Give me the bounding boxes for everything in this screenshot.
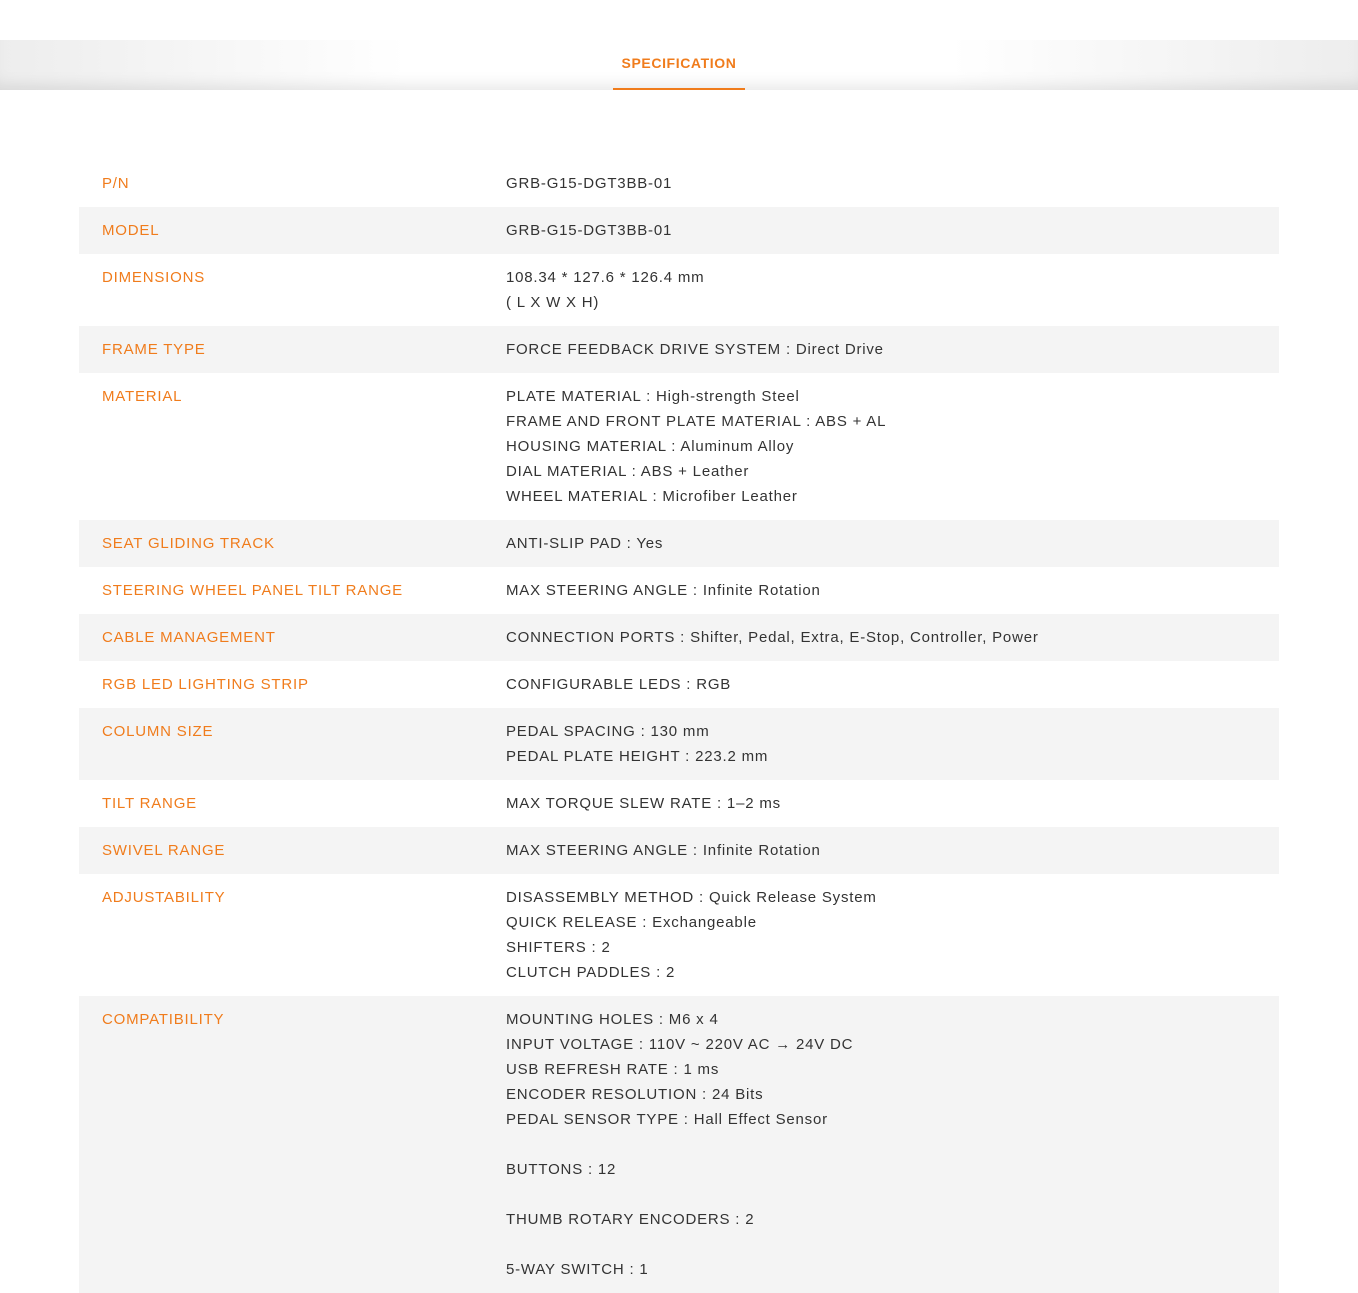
spec-value-line bbox=[506, 1132, 1279, 1157]
spec-row bbox=[79, 708, 1279, 780]
spec-value-line: ENCODER RESOLUTION : 24 Bits bbox=[506, 1086, 764, 1103]
spec-value-line: SHIFTERS : 2 bbox=[506, 939, 611, 956]
spec-label: RGB LED LIGHTING STRIP bbox=[102, 676, 309, 693]
spec-label: ADJUSTABILITY bbox=[102, 889, 226, 906]
spec-row bbox=[79, 996, 1279, 1293]
spec-value-line: FORCE FEEDBACK DRIVE SYSTEM : Direct Drive bbox=[506, 341, 884, 358]
spec-value-line: DISASSEMBLY METHOD : Quick Release System bbox=[506, 889, 877, 906]
spec-values bbox=[506, 719, 1279, 769]
spec-label: SEAT GLIDING TRACK bbox=[102, 535, 275, 552]
spec-label: DIMENSIONS bbox=[102, 269, 206, 286]
spec-label: TILT RANGE bbox=[102, 795, 197, 812]
spec-value-line: MOUNTING HOLES : M6 x 4 bbox=[506, 1011, 719, 1028]
spec-values bbox=[506, 672, 1279, 697]
spec-label: MODEL bbox=[102, 222, 160, 239]
spec-value-line: 5-WAY SWITCH : 1 bbox=[506, 1261, 649, 1278]
spec-value-line: QUICK RELEASE : Exchangeable bbox=[506, 914, 757, 931]
spec-value-line: MAX TORQUE SLEW RATE : 1–2 ms bbox=[506, 795, 781, 812]
spec-values bbox=[506, 218, 1279, 243]
spec-values bbox=[506, 791, 1279, 816]
spec-label: COMPATIBILITY bbox=[102, 1011, 225, 1028]
spec-row bbox=[79, 614, 1279, 661]
spec-label: FRAME TYPE bbox=[102, 341, 206, 358]
spec-values bbox=[506, 1007, 1279, 1282]
spec-label: MATERIAL bbox=[102, 388, 183, 405]
spec-value-line: ANTI-SLIP PAD : Yes bbox=[506, 535, 664, 552]
spec-values bbox=[506, 337, 1279, 362]
tab-specification[interactable]: SPECIFICATION bbox=[613, 40, 745, 90]
spec-row bbox=[79, 520, 1279, 567]
spec-label: P/N bbox=[102, 175, 130, 192]
spec-row bbox=[79, 827, 1279, 874]
spec-row bbox=[79, 567, 1279, 614]
spec-values bbox=[506, 384, 1279, 509]
spec-label: CABLE MANAGEMENT bbox=[102, 629, 276, 646]
spec-values bbox=[506, 885, 1279, 985]
spec-value-line: MAX STEERING ANGLE : Infinite Rotation bbox=[506, 842, 821, 859]
spec-values bbox=[506, 531, 1279, 556]
spec-value-line: CONNECTION PORTS : Shifter, Pedal, Extra, E-Stop, Controller, Power bbox=[506, 629, 1039, 646]
spec-label: COLUMN SIZE bbox=[102, 723, 214, 740]
spec-value-line bbox=[506, 1182, 1279, 1207]
tab-bar bbox=[0, 40, 1358, 90]
spec-value-line: PLATE MATERIAL : High-strength Steel bbox=[506, 388, 800, 405]
spec-value-line: 108.34 * 127.6 * 126.4 mm bbox=[506, 269, 705, 286]
spec-row bbox=[79, 326, 1279, 373]
spec-value-line: WHEEL MATERIAL : Microfiber Leather bbox=[506, 488, 798, 505]
spec-value-line: DIAL MATERIAL : ABS + Leather bbox=[506, 463, 750, 480]
spec-table bbox=[79, 160, 1279, 1293]
spec-value-line: FRAME AND FRONT PLATE MATERIAL : ABS + AL bbox=[506, 413, 887, 430]
spec-values bbox=[506, 265, 1279, 315]
spec-value-line: THUMB ROTARY ENCODERS : 2 bbox=[506, 1211, 755, 1228]
spec-value-line: HOUSING MATERIAL : Aluminum Alloy bbox=[506, 438, 795, 455]
spec-row bbox=[79, 160, 1279, 207]
spec-value-line bbox=[506, 1232, 1279, 1257]
spec-row bbox=[79, 254, 1279, 326]
spec-row bbox=[79, 780, 1279, 827]
spec-value-line: BUTTONS : 12 bbox=[506, 1161, 617, 1178]
spec-row bbox=[79, 661, 1279, 708]
spec-values bbox=[506, 625, 1279, 650]
spec-row bbox=[79, 207, 1279, 254]
spec-values bbox=[506, 578, 1279, 603]
spec-value-line: MAX STEERING ANGLE : Infinite Rotation bbox=[506, 582, 821, 599]
spec-row bbox=[79, 874, 1279, 996]
spec-value-line: GRB-G15-DGT3BB-01 bbox=[506, 175, 673, 192]
spec-values bbox=[506, 171, 1279, 196]
spec-value-line: PEDAL PLATE HEIGHT : 223.2 mm bbox=[506, 748, 769, 765]
spec-value-line: PEDAL SPACING : 130 mm bbox=[506, 723, 710, 740]
spec-value-line: ( L X W X H) bbox=[506, 294, 600, 311]
spec-value-line: INPUT VOLTAGE : 110V ~ 220V AC → 24V DC bbox=[506, 1036, 854, 1053]
spec-value-line: GRB-G15-DGT3BB-01 bbox=[506, 222, 673, 239]
spec-label: SWIVEL RANGE bbox=[102, 842, 226, 859]
spec-value-line: CONFIGURABLE LEDS : RGB bbox=[506, 676, 732, 693]
spec-value-line: USB REFRESH RATE : 1 ms bbox=[506, 1061, 720, 1078]
spec-label: STEERING WHEEL PANEL TILT RANGE bbox=[102, 582, 403, 599]
spec-value-line: CLUTCH PADDLES : 2 bbox=[506, 964, 676, 981]
spec-value-line: PEDAL SENSOR TYPE : Hall Effect Sensor bbox=[506, 1111, 828, 1128]
spec-row bbox=[79, 373, 1279, 520]
spec-values bbox=[506, 838, 1279, 863]
